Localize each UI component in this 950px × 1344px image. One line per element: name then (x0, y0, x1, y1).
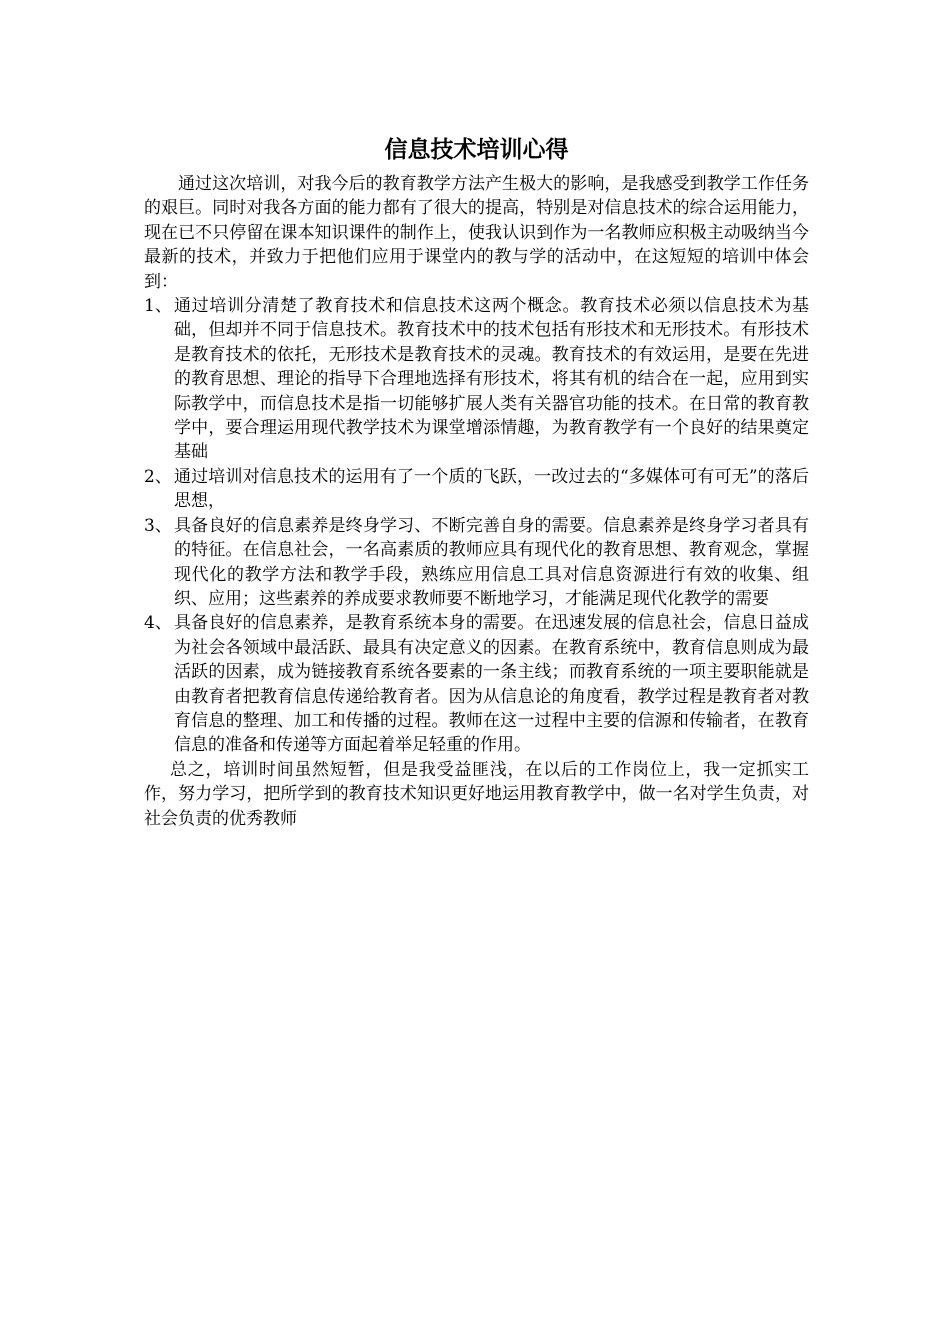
document-title: 信息技术培训心得 (384, 136, 569, 163)
document-page (144, 128, 809, 831)
conclusion-paragraph: 总之，培训时间虽然短暂，但是我受益匪浅，在以后的工作岗位上，我一定抓实工作，努力学习，把所学到的教育技术知识更好地运用教育教学中，做一名对学生负责，对社会负责的优秀教师 (144, 759, 809, 829)
list-item-text: 通过培训分清楚了教育技术和信息技术这两个概念。教育技术必须以信息技术为基础，但却并不同于信息技术。教育技术中的技术包括有形技术和无形技术。有形技术是教育技术的依托，无形技术是教育技术的灵魂。教育技术的有效运用，是要在先进的教育思想、理论的指导下合理地选择有形技术，将其有机的结合在一起，应用到实际教学中，而信息技术是指一切能够扩展人类有关器官功能的技术。在日常的教育教学中，要合理运用现代教学技术为课堂增添情趣，为教育教学有一个良好的结果奠定基础 (174, 296, 809, 463)
list-item-text: 具备良好的信息素养，是教育系统本身的需要。在迅速发展的信息社会，信息日益成为社会各领域中最活跃、最具有决定意义的因素。在教育系统中，教育信息则成为最活跃的因素，成为链接教育系统各要素的一条主线；而教育系统的一项主要职能就是由教育者把教育信息传递给教育者。因为从信息论的角度看，教学过程是教育者对教育信息的整理、加工和传播的过程。教师在这一过程中主要的信源和传输者，在教育信息的准备和传递等方面起着举足轻重的作用。 (174, 613, 809, 756)
list-item (144, 611, 809, 757)
list-item-number: 2、 (144, 466, 172, 487)
list-item-number: 1、 (144, 296, 172, 317)
list-item-number: 4、 (144, 613, 172, 634)
list-item (144, 514, 809, 612)
list-item-number: 3、 (144, 515, 172, 536)
list-item (144, 294, 809, 465)
list-item (144, 465, 809, 514)
intro-paragraph: 通过这次培训，对我今后的教育教学方法产生极大的影响，是我感受到教学工作任务的艰巨。同时对我各方面的能力都有了很大的提高，特别是对信息技术的综合运用能力，现在已不只停留在课本知识课件的制作上，使我认识到作为一名教师应积极主动吸纳当今最新的技术，并致力于把他们应用于课堂内的教与学的活动中，在这短短的培训中体会到： (144, 174, 809, 292)
list-item-text: 通过培训对信息技术的运用有了一个质的飞跃，一改过去的“多媒体可有可无”的落后思想， (174, 466, 809, 512)
list-item-text: 具备良好的信息素养是终身学习、不断完善自身的需要。信息素养是终身学习者具有的特征。在信息社会，一名高素质的教师应具有现代化的教育思想、教育观念，掌握现代化的教学方法和教学手段，熟练应用信息工具对信息资源进行有效的收集、组织、应用；这些素养的养成要求教师要不断地学习，才能满足现代化教学的需要 (174, 515, 809, 609)
insight-list (144, 294, 809, 758)
